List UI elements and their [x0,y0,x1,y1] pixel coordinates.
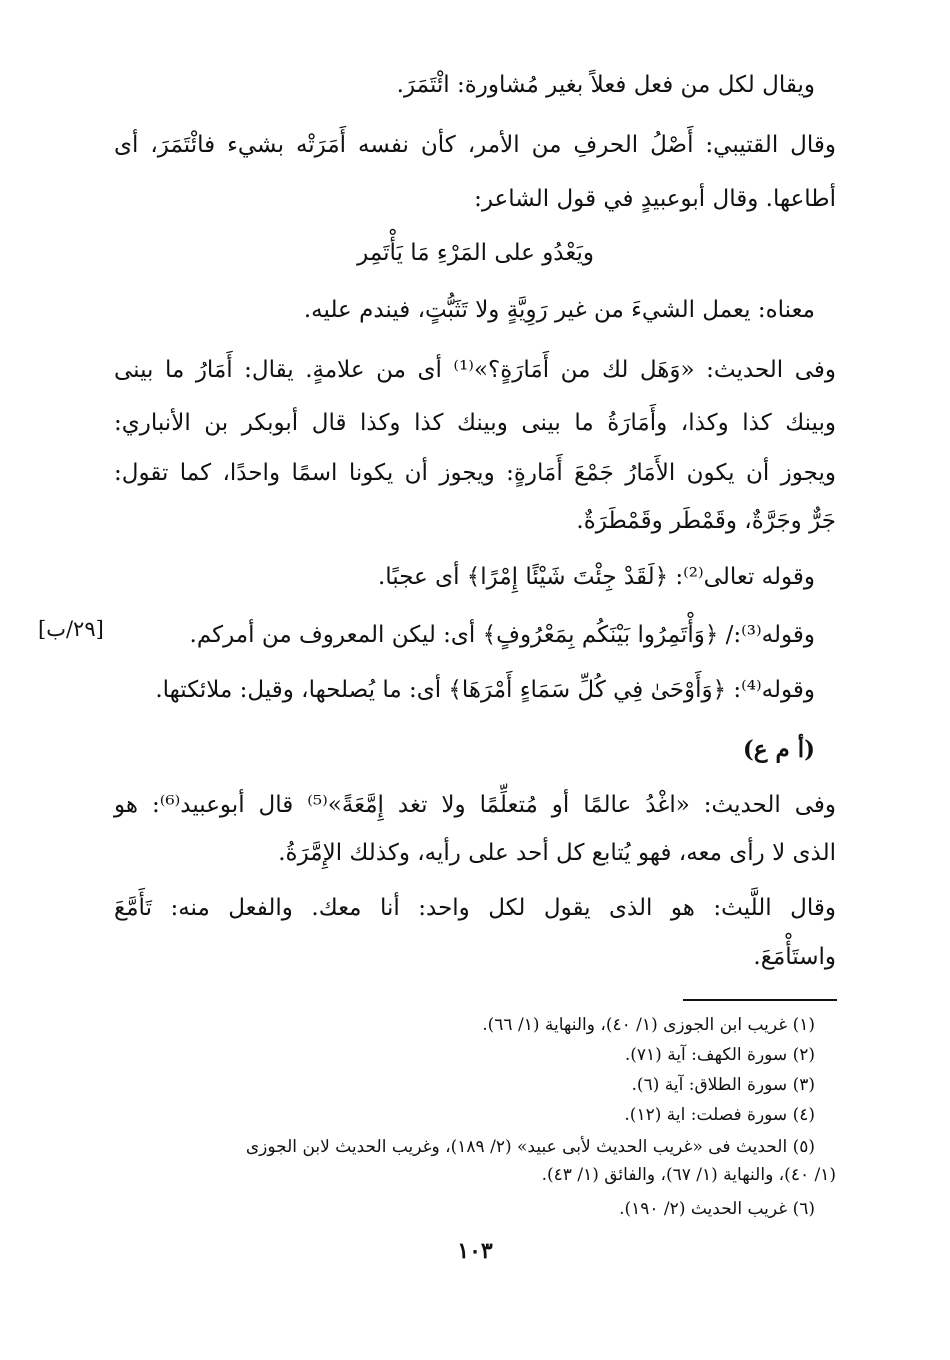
section-heading: (أ م ع) [742,736,815,763]
footnote: (٦) غريب الحديث (٢/ ١٩٠). [619,1199,815,1219]
body-line: وقال القتيبي: أَصْلُ الحرفِ من الأمر، كأن نفسه أَمَرَتْه بشيء فائْتَمَرَ، أى [114,132,836,158]
page-number: ١٠٣ [457,1238,493,1264]
body-line: ويقال لكل من فعل فعلاً بغير مُشاورة: ائْتَمَرَ. [396,72,815,98]
footnote: (٢) سورة الكهف: آية (٧١). [624,1045,815,1065]
body-line: وقال اللَّيث: هو الذى يقول لكل واحد: أنا معك. والفعل منه: تَأَمَّعَ [114,895,836,921]
footnote: (١) غريب ابن الجوزى (١/ ٤٠)، والنهاية (١/ ٦٦). [482,1015,815,1035]
footnote: (٣) سورة الطلاق: آية (٦). [631,1075,815,1095]
body-line: أطاعها. وقال أبوعبيدٍ في قول الشاعر: [474,186,836,212]
footnote: (٤) سورة فصلت: اية (١٢). [624,1105,815,1125]
body-line: جَرٌّ وجَرَّةٌ، وقَمْطَر وقَمْطَرَةٌ. [576,508,836,534]
body-line: وبينك كذا وكذا، وأَمَارَةُ ما بينى وبينك كذا وكذا قال أبوبكر بن الأنباري: [114,410,836,436]
body-line: وقوله تعالى⁽²⁾: ﴿لَقَدْ جِئْتَ شَيْئًا إِمْرًا﴾ أى عجبًا. [377,564,815,590]
footnote: (١/ ٤٠)، والنهاية (١/ ٦٧)، والفائق (١/ ٤٣). [541,1165,836,1185]
margin-folio-marker: [٢٩/ب] [38,617,104,641]
footnote-separator [683,999,837,1001]
body-line: معناه: يعمل الشيءَ من غير رَوِيَّةٍ ولا تَثَبُّتٍ، فيندم عليه. [303,297,815,323]
body-line: وفى الحديث: «اغْدُ عالمًا أو مُتعلِّمًا ولا تغد إِمَّعَةً»⁽⁵⁾ قال أبوعبيد⁽⁶⁾: هو [114,792,837,818]
body-line: وقوله⁽⁴⁾: ﴿وَأَوْحَىٰ فِي كُلِّ سَمَاءٍ أَمْرَهَا﴾ أى: ما يُصلحها، وقيل: ملائكتها. [155,677,815,703]
body-line: ويجوز أن يكون الأَمَارُ جَمْعَ أَمَارةٍ: ويجوز أن يكونا اسمًا واحدًا، كما تقول: [114,460,836,486]
body-line: وفى الحديث: «وَهَل لك من أَمَارَةٍ؟»⁽¹⁾ أى من علامةٍ. يقال: أَمَارُ ما بينى [114,357,836,383]
body-line: وقوله⁽³⁾:/ ﴿وَأْتَمِرُوا بَيْنَكُم بِمَعْرُوفٍ﴾ أى: ليكن المعروف من أمركم. [189,622,815,648]
body-line: الذى لا رأى معه، فهو يُتابع كل أحد على رأيه، وكذلك الإِمَّرَةُ. [278,840,836,866]
footnote: (٥) الحديث فى «غريب الحديث لأبى عبيد» (٢/ ١٨٩)، وغريب الحديث لابن الجوزى [245,1137,815,1157]
verse-line: ويَعْدُو على المَرْءِ مَا يَأْتَمِر [357,240,594,266]
body-line: واستَأْمَعَ. [753,944,836,970]
